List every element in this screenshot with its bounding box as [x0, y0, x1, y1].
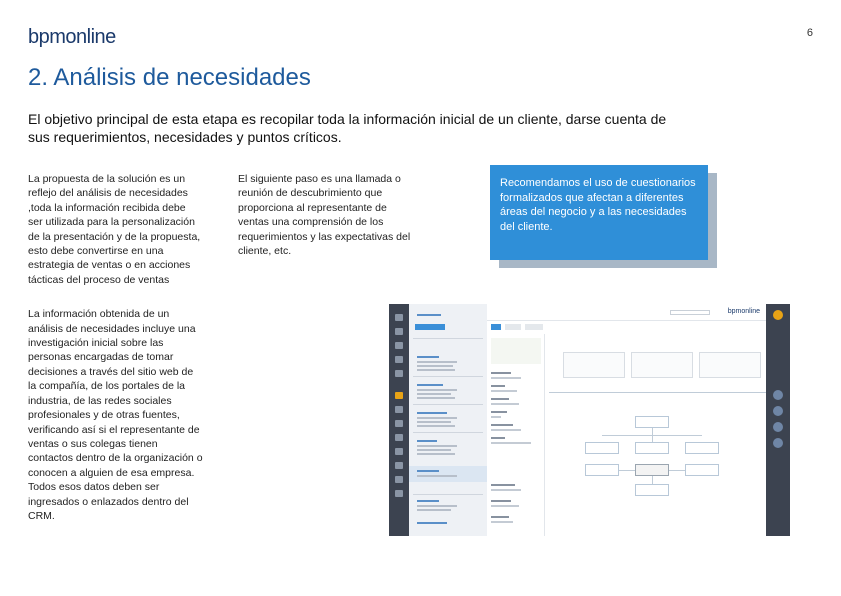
crm-line	[417, 509, 451, 511]
crm-org-node	[635, 484, 669, 496]
callout-text: Recomendamos el uso de cuestionarios formalizados que afectan a diferentes áreas del negocio y a las necesidades del cliente.	[500, 177, 696, 233]
crm-org-edge	[669, 470, 685, 471]
crm-line	[417, 356, 439, 358]
crm-line	[417, 470, 439, 472]
crm-nav-icon	[395, 406, 403, 413]
crm-field	[491, 437, 505, 439]
crm-field	[491, 505, 519, 507]
crm-nav-icon	[395, 420, 403, 427]
crm-line	[417, 500, 439, 502]
crm-org-edge	[602, 435, 702, 436]
intro-paragraph: El objetivo principal de esta etapa es recopilar toda la información inicial de un cliente, darse cuenta de sus requerimientos, necesidades y puntos críticos.	[28, 111, 667, 145]
crm-line	[417, 475, 457, 477]
crm-field	[491, 416, 501, 418]
crm-field	[491, 489, 521, 491]
recommendation-callout	[490, 165, 708, 260]
crm-field	[491, 500, 511, 502]
crm-search-box	[670, 310, 710, 315]
crm-line	[417, 421, 451, 423]
crm-org-node-current	[635, 464, 669, 476]
logo-text-bpm: bpm	[28, 26, 66, 48]
left-column	[28, 172, 203, 523]
crm-nav-icon	[395, 490, 403, 497]
crm-line	[417, 361, 457, 363]
crm-field	[491, 411, 507, 413]
crm-action-button	[505, 324, 521, 330]
crm-org-edge	[619, 470, 635, 471]
bpmonline-logo	[28, 26, 116, 49]
crm-field	[491, 403, 519, 405]
crm-field	[491, 377, 521, 379]
crm-tab-divider	[549, 392, 766, 393]
crm-row-divider	[413, 338, 483, 339]
crm-profile-column	[487, 334, 545, 536]
crm-field	[491, 429, 521, 431]
crm-left-nav	[389, 304, 409, 536]
crm-nav-icon	[395, 476, 403, 483]
crm-org-node	[585, 442, 619, 454]
crm-accounts-panel	[409, 304, 487, 536]
crm-org-node	[585, 464, 619, 476]
crm-field	[491, 424, 513, 426]
logo-text-online: online	[65, 26, 116, 48]
crm-nav-icon	[395, 314, 403, 321]
crm-line	[417, 505, 457, 507]
crm-line	[417, 412, 447, 414]
crm-line	[417, 369, 455, 371]
crm-field	[491, 390, 517, 392]
crm-row-divider	[413, 404, 483, 405]
crm-field	[491, 442, 531, 444]
crm-brand-text-online: online	[741, 308, 760, 315]
crm-card	[699, 352, 761, 378]
crm-line	[417, 389, 457, 391]
crm-nav-icon	[395, 462, 403, 469]
crm-new-button	[415, 324, 445, 330]
crm-topbar	[487, 304, 766, 321]
crm-line	[417, 453, 455, 455]
crm-right-bar	[766, 304, 790, 536]
crm-field	[491, 521, 513, 523]
crm-line	[417, 445, 457, 447]
left-column-paragraph-1: La propuesta de la solución es un reflejo del análisis de necesidades ,toda la información recibida debe ser utilizada para la personalización de la presentación y de la propuesta, esto debe convertirse en una estrategia de ventas o en acciones tácticas del proceso de ventas	[28, 173, 201, 286]
crm-action-icon	[773, 406, 783, 416]
crm-panel-heading	[417, 314, 441, 316]
crm-nav-icon	[395, 356, 403, 363]
middle-column-paragraph: El siguiente paso es una llamada o reunión de descubrimiento que proporciona al representante de ventas una comprensión de los requerimientos y las expectativas del cliente, etc.	[238, 173, 411, 258]
crm-line	[417, 449, 451, 451]
crm-field	[491, 398, 509, 400]
crm-field	[491, 385, 505, 387]
left-column-paragraph-2: La información obtenida de un análisis de necesidades incluye una investigación inicial sobre las personas encargadas de tomar decisiones a través del sitio web de la compañía, de los portales de la industria, de las redes sociales profesionales y de otras fuentes, verificando así si el representante de ventas o sus colegas tienen contactos dentro de la organización o conocen a alguien de esa empresa. Todos esos datos deben ser ingresados o enlazados dentro del CRM.	[28, 308, 203, 522]
crm-line	[417, 365, 453, 367]
crm-org-node	[635, 416, 669, 428]
crm-screenshot	[389, 304, 790, 536]
crm-row-divider	[413, 432, 483, 433]
crm-line	[417, 440, 437, 442]
crm-account-logo	[491, 338, 541, 364]
section-title: 2. Análisis de necesidades	[28, 64, 311, 91]
crm-line	[417, 393, 451, 395]
crm-brand-text-bpm: bpm	[727, 308, 742, 315]
crm-org-node	[635, 442, 669, 454]
crm-org-edge	[652, 476, 653, 484]
middle-column	[238, 172, 413, 258]
crm-card	[563, 352, 625, 378]
crm-action-icon	[773, 438, 783, 448]
crm-org-node	[685, 464, 719, 476]
crm-save-button	[491, 324, 501, 330]
crm-selected-row	[409, 466, 487, 482]
crm-action-icon	[773, 422, 783, 432]
crm-card	[631, 352, 693, 378]
crm-line	[417, 384, 443, 386]
crm-field	[491, 516, 509, 518]
crm-action-icon	[773, 390, 783, 400]
crm-nav-icon	[395, 448, 403, 455]
crm-user-avatar	[773, 310, 783, 320]
crm-action-button	[525, 324, 543, 330]
crm-detail-area	[549, 334, 766, 536]
crm-nav-icon	[395, 328, 403, 335]
crm-line	[417, 425, 455, 427]
crm-line	[417, 522, 447, 524]
page-number: 6	[806, 27, 813, 39]
crm-nav-icon	[395, 342, 403, 349]
crm-nav-icon	[395, 370, 403, 377]
crm-line	[417, 417, 457, 419]
crm-brand-logo	[728, 308, 760, 315]
crm-main-area	[487, 304, 766, 536]
crm-org-node	[685, 442, 719, 454]
crm-nav-icon	[395, 434, 403, 441]
crm-field	[491, 372, 511, 374]
crm-field	[491, 484, 515, 486]
crm-row-divider	[413, 494, 483, 495]
crm-line	[417, 397, 455, 399]
crm-nav-icon-active	[395, 392, 403, 399]
crm-row-divider	[413, 376, 483, 377]
